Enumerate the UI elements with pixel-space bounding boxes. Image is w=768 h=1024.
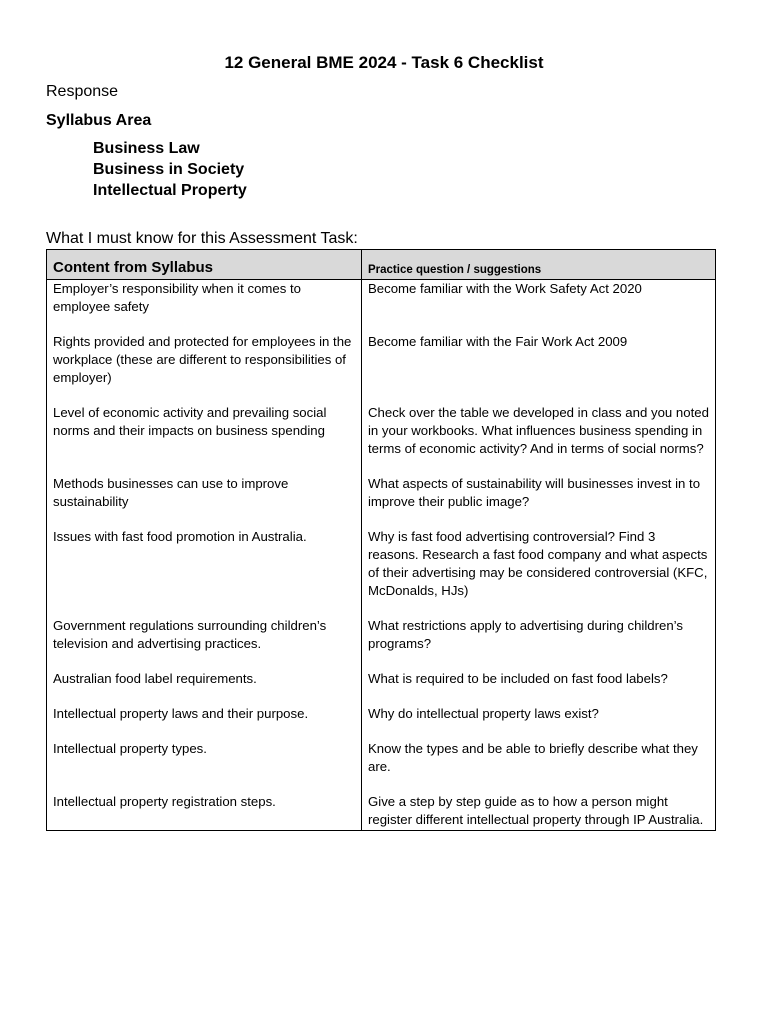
table-row xyxy=(47,280,716,334)
content-cell: Intellectual property registration steps. xyxy=(47,793,362,831)
table-row xyxy=(47,705,716,740)
table-row xyxy=(47,333,716,404)
table-row xyxy=(47,793,716,831)
table-header-row xyxy=(47,250,716,280)
document-title: 12 General BME 2024 - Task 6 Checklist xyxy=(224,53,544,72)
practice-cell: Check over the table we developed in class and you noted in your workbooks. What influences business spending in terms of economic activity? And in terms of social norms? xyxy=(362,404,716,475)
table-row xyxy=(47,475,716,528)
table-row xyxy=(47,670,716,705)
table-row xyxy=(47,740,716,793)
content-cell: Level of economic activity and prevailing social norms and their impacts on business spending xyxy=(47,404,362,475)
practice-cell: Why do intellectual property laws exist? xyxy=(362,705,716,740)
response-label: Response xyxy=(46,83,119,100)
practice-cell: Become familiar with the Fair Work Act 2009 xyxy=(362,333,716,404)
syllabus-area-item: Business Law xyxy=(93,140,200,157)
content-cell: Government regulations surrounding children’s television and advertising practices. xyxy=(47,617,362,670)
practice-cell: What aspects of sustainability will businesses invest in to improve their public image? xyxy=(362,475,716,528)
content-cell: Methods businesses can use to improve sustainability xyxy=(47,475,362,528)
table-row xyxy=(47,617,716,670)
practice-cell: Know the types and be able to briefly describe what they are. xyxy=(362,740,716,793)
table-row xyxy=(47,404,716,475)
practice-cell: Why is fast food advertising controversial? Find 3 reasons. Research a fast food company and what aspects of their advertising may be considered controversial (KFC, McDonalds, HJs) xyxy=(362,528,716,617)
assessment-task-heading: What I must know for this Assessment Task: xyxy=(46,230,358,247)
practice-cell: What restrictions apply to advertising during children’s programs? xyxy=(362,617,716,670)
checklist-table xyxy=(46,249,716,831)
content-cell: Rights provided and protected for employees in the workplace (these are different to responsibilities of employer) xyxy=(47,333,362,404)
content-cell: Employer’s responsibility when it comes to employee safety xyxy=(47,280,362,334)
content-cell: Intellectual property types. xyxy=(47,740,362,793)
practice-cell: What is required to be included on fast food labels? xyxy=(362,670,716,705)
content-cell: Issues with fast food promotion in Australia. xyxy=(47,528,362,617)
content-cell: Australian food label requirements. xyxy=(47,670,362,705)
column-header-content: Content from Syllabus xyxy=(47,250,362,280)
syllabus-area-item: Intellectual Property xyxy=(93,182,247,199)
content-cell: Intellectual property laws and their purpose. xyxy=(47,705,362,740)
column-header-practice: Practice question / suggestions xyxy=(362,250,716,280)
practice-cell: Become familiar with the Work Safety Act 2020 xyxy=(362,280,716,334)
practice-cell: Give a step by step guide as to how a person might register different intellectual property through IP Australia. xyxy=(362,793,716,831)
syllabus-area-list xyxy=(93,138,247,201)
syllabus-area-item: Business in Society xyxy=(93,161,245,178)
syllabus-area-heading: Syllabus Area xyxy=(46,112,152,129)
table-row xyxy=(47,528,716,617)
